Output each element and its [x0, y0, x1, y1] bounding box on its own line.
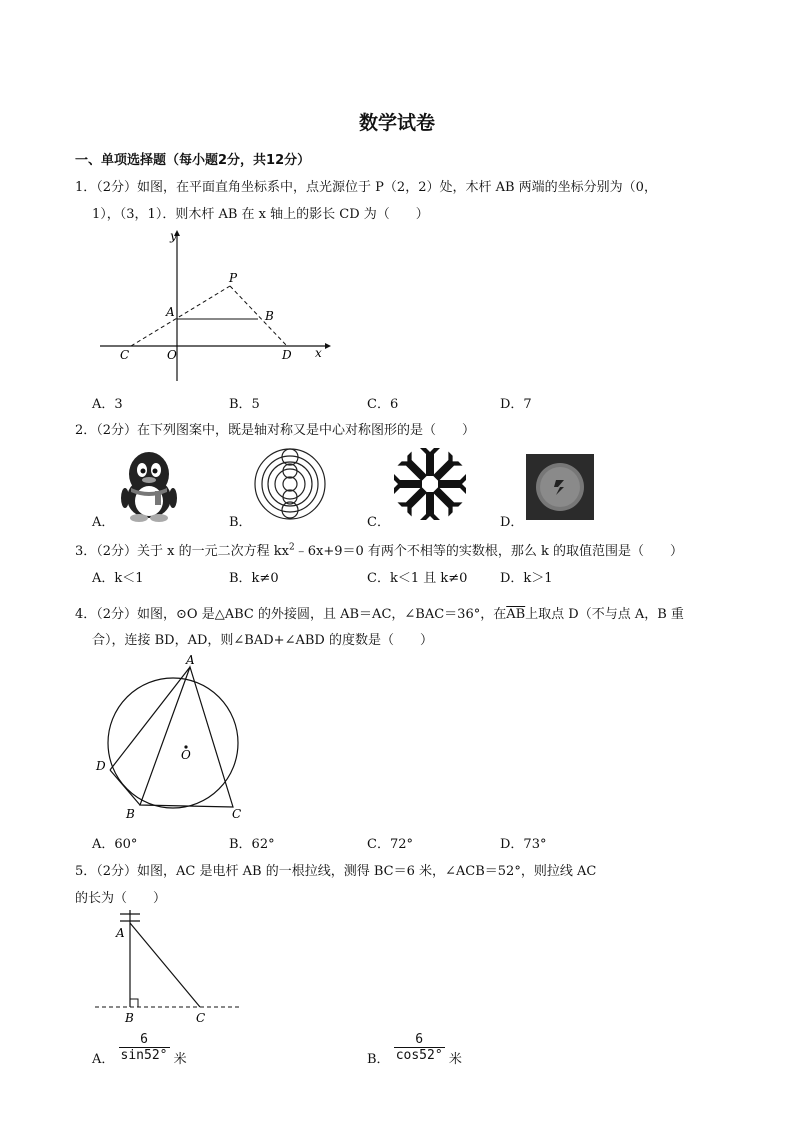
q4-figure [90, 650, 250, 825]
q5-option-b-unit: 米 [448, 1052, 462, 1067]
label-c: C [232, 807, 242, 821]
q5-option-a-fraction [119, 1032, 170, 1063]
q5-option-b-prefix: B． [367, 1052, 390, 1067]
q4-option-c[interactable]: C．72° [367, 837, 413, 852]
q1-line2: 1），（3，1）．则木杆 AB 在 x 轴上的影长 CD 为（ ） [92, 207, 429, 222]
label-b: B [126, 807, 135, 821]
q3-option-c[interactable]: C．k＜1 且 k≠0 [367, 571, 468, 586]
label-c: C [120, 348, 130, 362]
label-d: D [282, 348, 292, 362]
q5-option-a-prefix: A． [92, 1052, 115, 1067]
x-axis-arrow-icon [325, 343, 331, 349]
q4-line1-part1: 4．（2分）如图，⊙O 是△ABC 的外接圆，且 AB＝AC，∠BAC＝36°，在 [75, 607, 507, 622]
q4-line1 [75, 603, 684, 622]
section-heading: 一、单项选择题（每小题2分，共12分） [75, 153, 311, 168]
q5-line2: 的长为（ ） [75, 891, 167, 906]
label-o: O [167, 348, 177, 362]
q4-option-a[interactable]: A．60° [92, 837, 138, 852]
label-a: A [186, 653, 195, 667]
q2-option-a[interactable]: A． [92, 515, 115, 530]
q5-option-b[interactable] [367, 1032, 462, 1067]
q3-option-b[interactable]: B．k≠0 [229, 571, 279, 586]
q5-figure [90, 908, 250, 1028]
q4-option-b[interactable]: B．62° [229, 837, 275, 852]
q5-line1: 5．（2分）如图，AC 是电杆 AB 的一根拉线，测得 BC＝6 米，∠ACB＝52°，则拉线 AC [75, 864, 597, 879]
triangle-abc [140, 667, 233, 807]
circle-o [108, 678, 238, 808]
q1-option-c[interactable]: C．6 [367, 397, 399, 412]
label-a: A [166, 305, 175, 319]
q3-line1-part2: ﹣6x+9＝0 有两个不相等的实数根，那么 k 的取值范围是（ ） [294, 544, 684, 559]
q4-line2: 合），连接 BD，AD，则∠BAD+∠ABD 的度数是（ ） [92, 633, 433, 648]
q4-arc-ab: $\overline{AB}$ [506, 607, 526, 622]
label-b: B [125, 1011, 134, 1025]
starburst-icon [392, 446, 468, 522]
penguin-icon [115, 446, 183, 522]
q2-option-b[interactable]: B． [229, 515, 252, 530]
label-c: C [196, 1011, 206, 1025]
segment-bd [110, 770, 140, 805]
badge-icon [526, 454, 594, 520]
ray-pd [230, 286, 287, 346]
q5-option-b-numerator: 6 [415, 1032, 424, 1047]
label-y: y [170, 229, 177, 243]
q5-option-b-denominator: cos52° [395, 1048, 443, 1063]
q5-option-a-denominator: sin52° [120, 1048, 168, 1063]
page-title: 数学试卷 [358, 112, 435, 134]
q3-option-d[interactable]: D．k＞1 [500, 571, 553, 586]
q1-option-b[interactable]: B．5 [229, 397, 260, 412]
q5-option-a-numerator: 6 [140, 1032, 148, 1047]
q2-option-c[interactable]: C． [367, 515, 390, 530]
q3-exponent: 2 [288, 542, 295, 553]
q3-line1 [75, 540, 683, 559]
q3-option-a[interactable]: A．k＜1 [92, 571, 144, 586]
label-a: A [116, 926, 125, 940]
label-p: P [229, 271, 238, 285]
q1-line1: 1．（2分）如图，在平面直角坐标系中，点光源位于 P（2，2）处，木杆 AB 两端的坐标分别为（0， [75, 180, 657, 195]
q5-option-b-fraction [394, 1032, 445, 1063]
q5-option-a[interactable] [92, 1032, 187, 1067]
label-x: x [315, 346, 322, 360]
label-d: D [96, 759, 106, 773]
label-b: B [265, 309, 274, 323]
q2-option-d[interactable]: D． [500, 515, 524, 530]
q2-line1: 2．（2分）在下列图案中，既是轴对称又是中心对称图形的是（ ） [75, 423, 476, 438]
circles-pattern-icon [252, 446, 328, 522]
ray-pc [131, 286, 230, 346]
q5-option-a-unit: 米 [173, 1052, 187, 1067]
right-angle-mark [130, 999, 138, 1007]
q4-option-d[interactable]: D．73° [500, 837, 547, 852]
label-o: O [181, 748, 191, 762]
wire-ac [130, 923, 200, 1007]
q1-option-d[interactable]: D．7 [500, 397, 532, 412]
q1-figure [95, 226, 335, 386]
q4-line1-part2: 上取点 D（不与点 A，B 重 [525, 607, 684, 622]
q1-option-a[interactable]: A．3 [92, 397, 123, 412]
q3-line1-part1: 3．（2分）关于 x 的一元二次方程 kx [75, 544, 289, 559]
